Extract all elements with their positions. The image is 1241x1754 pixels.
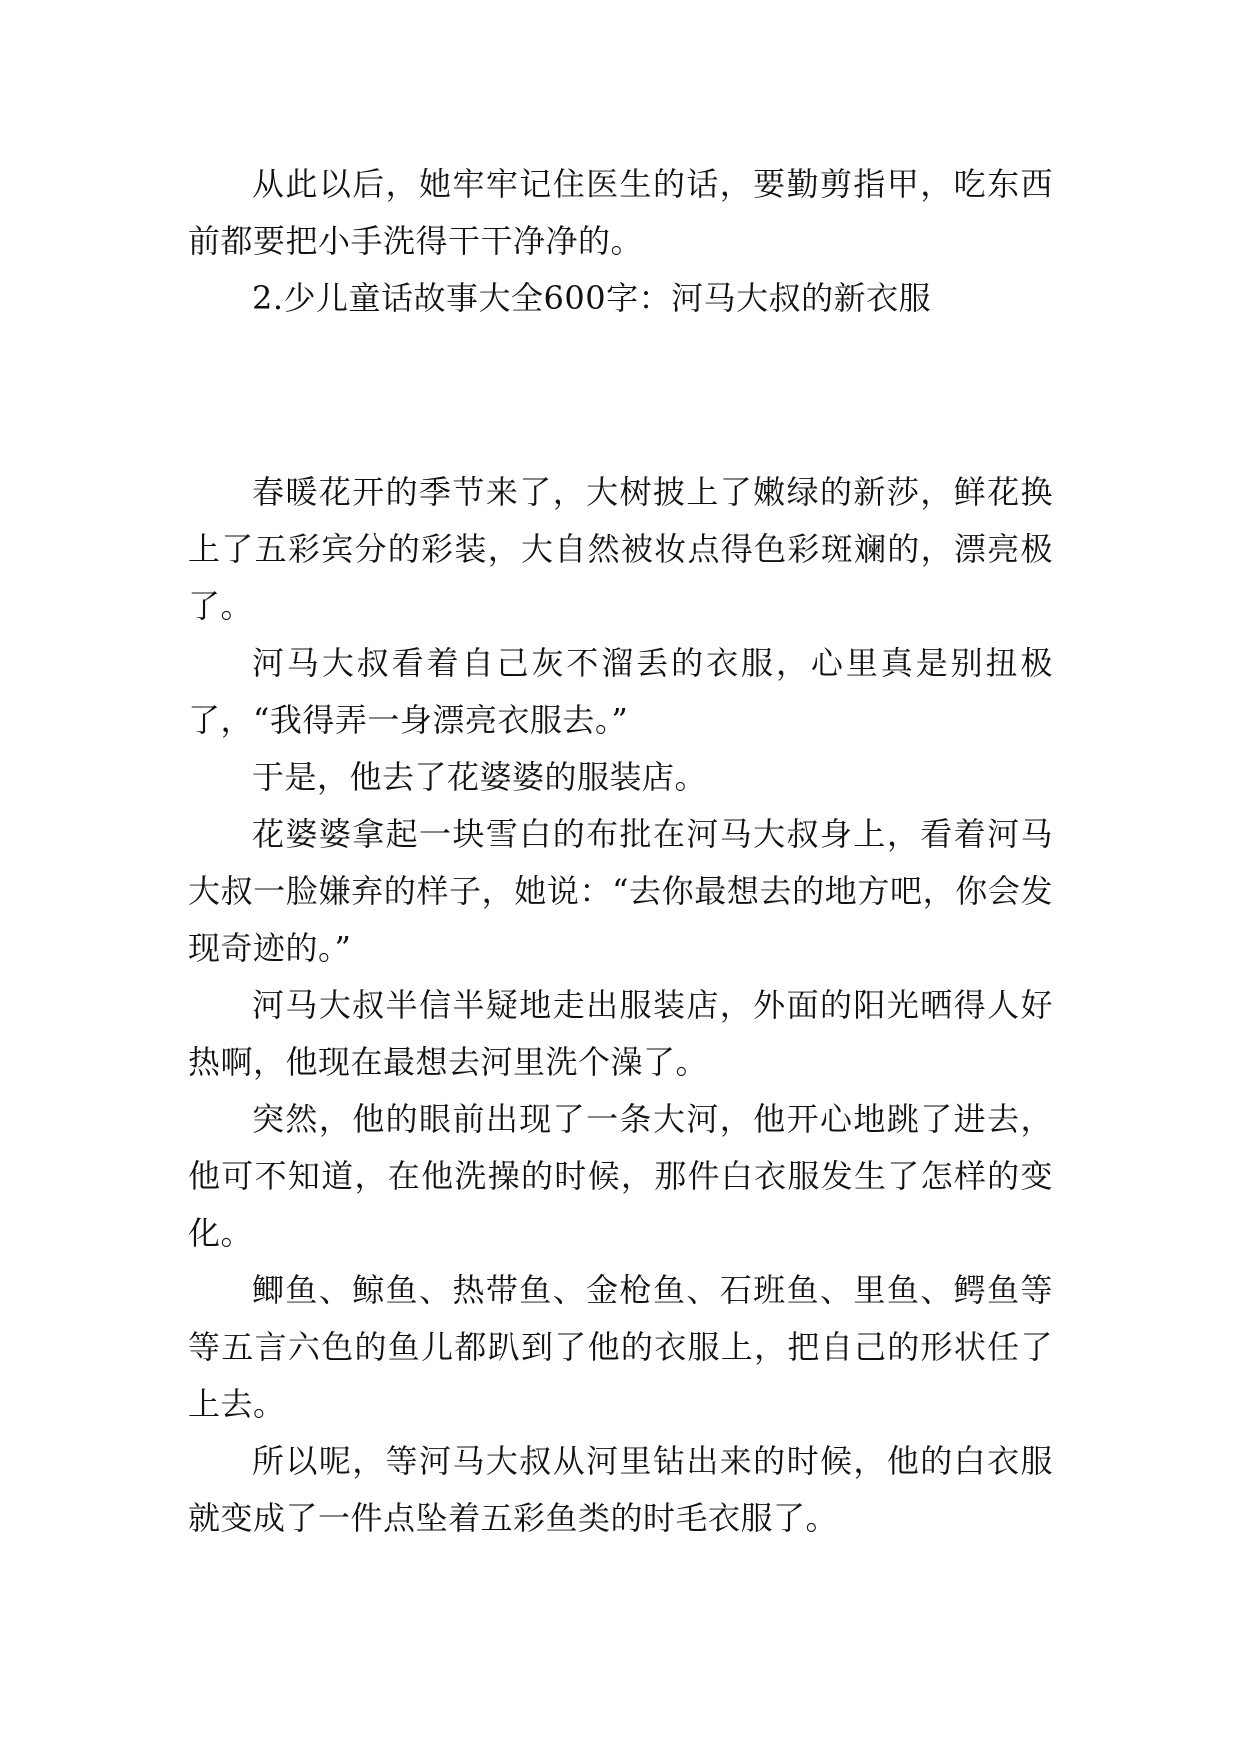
paragraph: 鲫鱼、鲸鱼、热带鱼、金枪鱼、石班鱼、里鱼、鳄鱼等等五言六色的鱼儿都趴到了他的衣服上，把自己的形状任了上去。 [188, 1271, 1053, 1423]
section-title: 2.少儿童话故事大全600字：河马大叔的新衣服 [252, 279, 932, 317]
paragraph: 河马大叔看着自己灰不溜丢的衣服，心里真是别扭极了，“我得弄一身漂亮衣服去。” [188, 644, 1053, 739]
paragraph: 花婆婆拿起一块雪白的布批在河马大叔身上，看着河马大叔一脸嫌弃的样子，她说：“去你最想去的地方吧，你会发现奇迹的。” [188, 815, 1053, 967]
paragraph: 于是，他去了花婆婆的服装店。 [252, 758, 708, 796]
paragraph: 春暖花开的季节来了，大树披上了嫩绿的新莎，鲜花换上了五彩宾分的彩装，大自然被妆点得色彩斑斓的，漂亮极了。 [188, 473, 1053, 625]
paragraph: 从此以后，她牢牢记住医生的话，要勤剪指甲，吃东西前都要把小手洗得干干净净的。 [188, 165, 1053, 260]
section-spacing [188, 327, 1053, 464]
document-body [188, 156, 1053, 1547]
paragraph: 突然，他的眼前出现了一条大河，他开心地跳了进去，他可不知道，在他洗操的时候，那件白衣服发生了怎样的变化。 [188, 1100, 1053, 1252]
paragraph: 河马大叔半信半疑地走出服装店，外面的阳光晒得人好热啊，他现在最想去河里洗个澡了。 [188, 986, 1053, 1081]
paragraph: 所以呢，等河马大叔从河里钻出来的时候，他的白衣服就变成了一件点坠着五彩鱼类的时毛衣服了。 [188, 1442, 1053, 1537]
